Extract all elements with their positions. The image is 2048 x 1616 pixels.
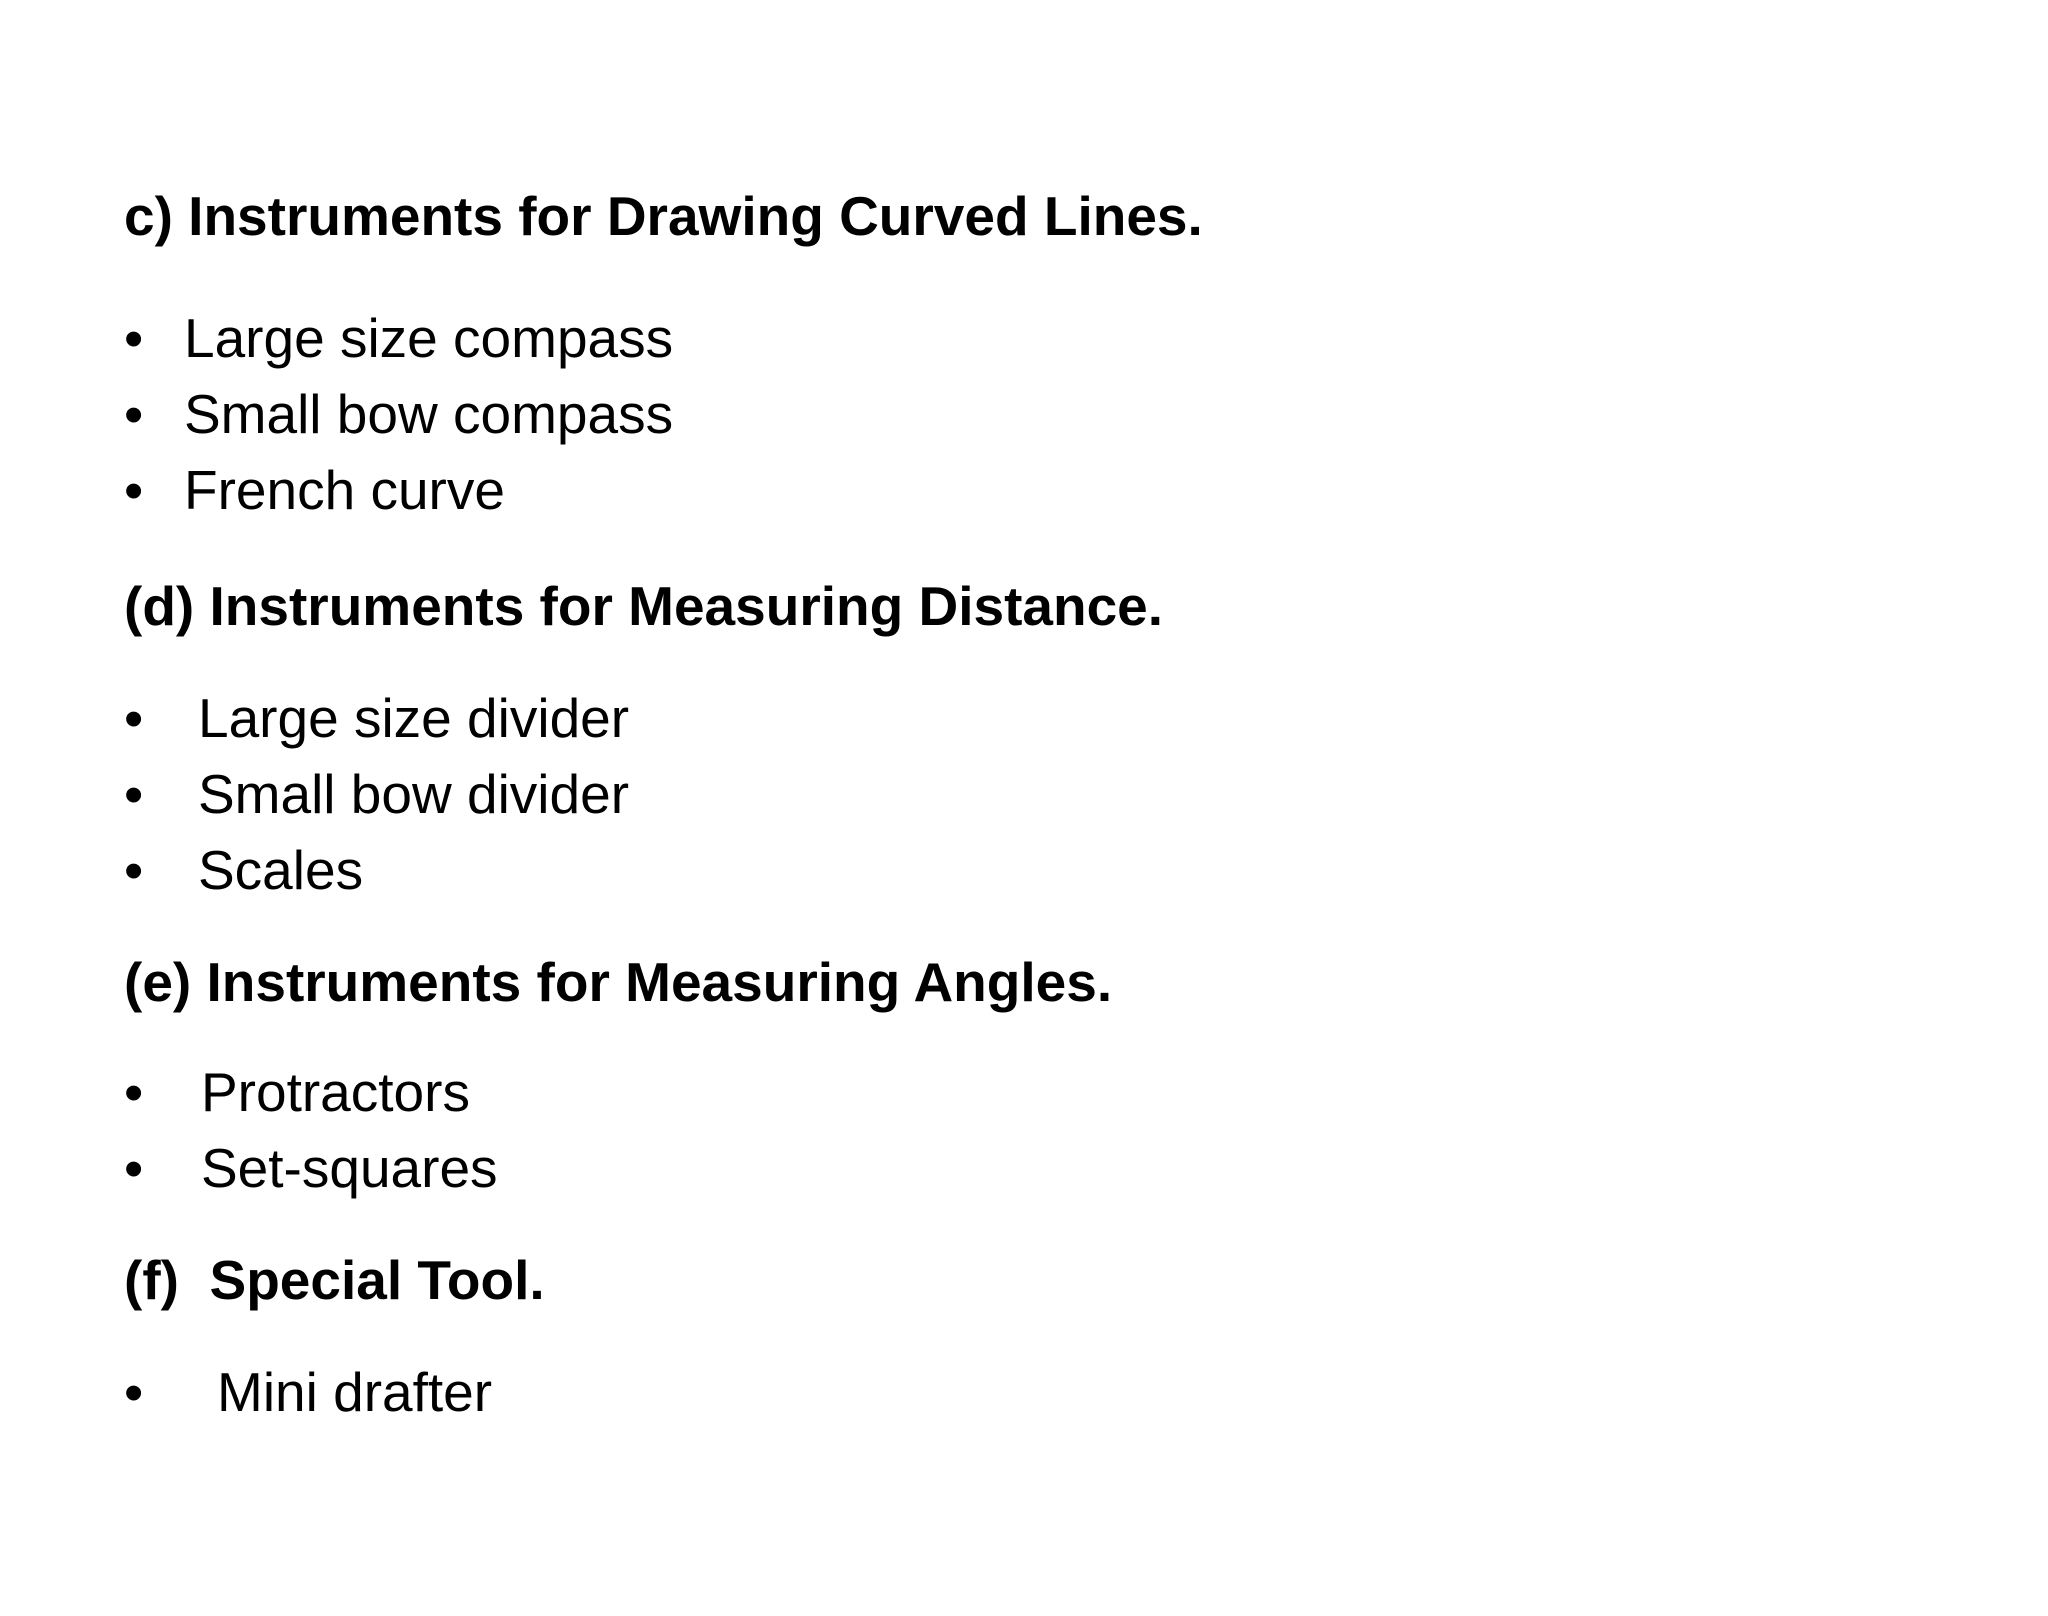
bullet-icon: • [124, 459, 144, 521]
section-heading-f: (f) Special Tool. [124, 1249, 545, 1311]
list-item-text: Large size compass [184, 307, 674, 369]
list-item-text: Set-squares [201, 1137, 498, 1199]
bullet-icon: • [124, 687, 144, 749]
bullet-icon: • [124, 1061, 144, 1123]
list-item-text: Large size divider [198, 687, 630, 749]
bullet-icon: • [124, 383, 144, 445]
list-item-text: Mini drafter [217, 1361, 493, 1423]
list-item-text: Small bow compass [184, 383, 674, 445]
bullet-icon: • [124, 763, 144, 825]
section-heading-c: c) Instruments for Drawing Curved Lines. [124, 185, 1203, 247]
list-item-text: French curve [184, 459, 505, 521]
list-item-text: Small bow divider [198, 763, 630, 825]
bullet-icon: • [124, 1361, 144, 1423]
list-item [124, 1360, 493, 1616]
list-item-text: Protractors [201, 1061, 470, 1123]
section-heading-e: (e) Instruments for Measuring Angles. [124, 951, 1113, 1013]
section-heading-d: (d) Instruments for Measuring Distance. [124, 575, 1164, 637]
list-item-text: Scales [198, 839, 364, 901]
bullet-icon: • [124, 839, 144, 901]
bullet-icon: • [124, 1137, 144, 1199]
bullet-icon: • [124, 307, 144, 369]
